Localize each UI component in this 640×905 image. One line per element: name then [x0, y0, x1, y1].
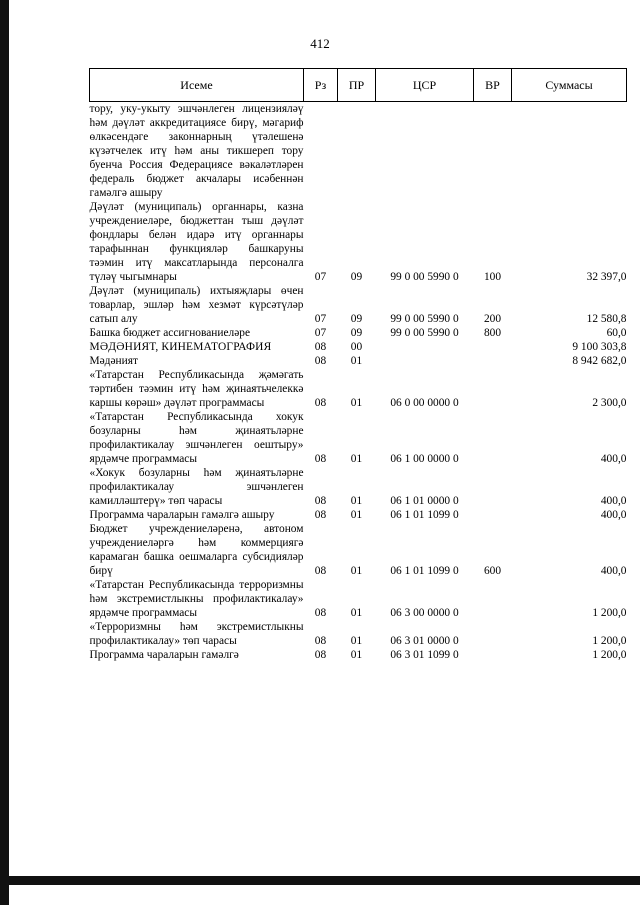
- header-sum: Суммасы: [512, 69, 627, 102]
- cell-name: «Татарстан Республикасында хокук бозуларны һәм җинаятьләрне профилактикалау эшчәнлеген оештыру» ярдәмче программасы: [89, 411, 304, 465]
- cell-vr: [474, 410, 512, 466]
- table-body: [90, 102, 627, 663]
- cell-name: МӘДӘНИЯТ, КИНЕМАТОГРАФИЯ: [89, 341, 272, 353]
- cell-sum: 400,0: [600, 495, 627, 507]
- cell-pr: [338, 102, 376, 201]
- cell-csr: 06 1 01 0000 0: [390, 495, 459, 507]
- cell-sum: 9 100 303,8: [572, 341, 627, 353]
- cell-vr: 600: [483, 565, 502, 577]
- cell-csr: 06 3 01 0000 0: [390, 635, 459, 647]
- cell-sum: 400,0: [600, 453, 627, 465]
- table-row: [90, 368, 627, 410]
- cell-rz: 08: [314, 453, 327, 465]
- cell-csr: 99 0 00 5990 0: [390, 327, 459, 339]
- budget-table: [89, 68, 627, 662]
- cell-csr: 06 1 00 0000 0: [390, 453, 459, 465]
- table-row: [90, 508, 627, 522]
- table-row: [90, 648, 627, 662]
- cell-rz: 07: [314, 327, 327, 339]
- cell-name: Дәүләт (муниципаль) органнары, казна учреждениеләре, бюджеттан тыш дәүләт фондлары белән идарә итү органнары тарафыннан функцияләр башкаруны тәэмин итү максатларында персоналга түләү чыгымнары: [89, 201, 304, 283]
- table-row: [90, 102, 627, 201]
- cell-sum: 2 300,0: [592, 397, 627, 409]
- cell-sum: 1 200,0: [592, 635, 627, 647]
- cell-vr: 200: [483, 313, 502, 325]
- table-row: [90, 340, 627, 354]
- cell-vr: [474, 340, 512, 354]
- cell-name: Программа чараларын гамәлгә: [89, 649, 239, 661]
- cell-sum: [512, 102, 627, 201]
- cell-rz: [304, 102, 338, 201]
- table-row: [90, 410, 627, 466]
- cell-pr: 01: [350, 495, 363, 507]
- table-row: [90, 522, 627, 578]
- cell-name: Башка бюджет ассигнованиеләре: [89, 327, 251, 339]
- table-row: [90, 284, 627, 326]
- cell-csr: 06 3 01 1099 0: [390, 649, 459, 661]
- cell-csr: 06 1 01 1099 0: [390, 565, 459, 577]
- cell-name: Дәүләт (муниципаль) ихтыяҗлары өчен товарлар, эшләр һәм хезмәт күрсәтүләр сатып алу: [89, 285, 304, 325]
- cell-rz: 08: [314, 509, 327, 521]
- cell-vr: [474, 466, 512, 508]
- header-name: Исеме: [90, 69, 304, 102]
- cell-sum: 1 200,0: [592, 607, 627, 619]
- cell-sum: 1 200,0: [592, 649, 627, 661]
- cell-pr: 01: [350, 635, 363, 647]
- cell-csr: [376, 340, 474, 354]
- cell-name: «Терроризмны һәм экстремистлыкны профилактикалау» төп чарасы: [89, 621, 304, 647]
- cell-vr: [474, 102, 512, 201]
- cell-rz: 08: [314, 649, 327, 661]
- header-rz: Рз: [304, 69, 338, 102]
- cell-vr: 800: [483, 327, 502, 339]
- cell-vr: [474, 648, 512, 662]
- cell-sum: 12 580,8: [586, 313, 627, 325]
- cell-sum: 400,0: [600, 565, 627, 577]
- cell-rz: 08: [314, 355, 327, 367]
- cell-pr: 09: [350, 271, 363, 283]
- cell-csr: 06 1 01 1099 0: [390, 509, 459, 521]
- cell-name: Программа чараларын гамәлгә ашыру: [89, 509, 275, 521]
- cell-sum: 400,0: [600, 509, 627, 521]
- cell-name: Мәдәният: [89, 355, 138, 367]
- cell-pr: 01: [350, 649, 363, 661]
- cell-csr: 06 0 00 0000 0: [390, 397, 459, 409]
- table-row: [90, 326, 627, 340]
- cell-pr: 09: [350, 327, 363, 339]
- header-csr: ЦСР: [376, 69, 474, 102]
- cell-vr: [474, 508, 512, 522]
- cell-rz: 08: [314, 495, 327, 507]
- cell-pr: 09: [350, 313, 363, 325]
- cell-name: «Хокук бозуларны һәм җинаятьләрне профилактикалау эшчәнлеген камилләштерү» төп чарасы: [89, 467, 304, 507]
- cell-sum: 8 942 682,0: [572, 355, 627, 367]
- cell-name: «Татарстан Республикасында терроризмны һәм экстремистлыкны профилактикалау» ярдәмче программасы: [89, 579, 304, 619]
- page-number: 412: [310, 36, 330, 51]
- table-row: [90, 578, 627, 620]
- cell-pr: 01: [350, 509, 363, 521]
- cell-vr: [474, 578, 512, 620]
- cell-csr: 06 3 00 0000 0: [390, 607, 459, 619]
- cell-pr: 01: [350, 607, 363, 619]
- cell-name: «Татарстан Республикасында җәмәгать тәртибен тәэмин итү һәм җинаятьчелеккә каршы көрәш» дәүләт программасы: [89, 369, 304, 409]
- cell-vr: [474, 354, 512, 368]
- cell-pr: 01: [350, 453, 363, 465]
- table-row: [90, 466, 627, 508]
- header-vr: ВР: [474, 69, 512, 102]
- cell-pr: 01: [350, 355, 363, 367]
- cell-pr: 00: [350, 341, 363, 353]
- cell-pr: 01: [350, 397, 363, 409]
- cell-rz: 07: [314, 313, 327, 325]
- cell-rz: 08: [314, 565, 327, 577]
- cell-rz: 07: [314, 271, 327, 283]
- cell-csr: 99 0 00 5990 0: [390, 271, 459, 283]
- cell-vr: [474, 620, 512, 648]
- cell-rz: 08: [314, 635, 327, 647]
- cell-name: тору, уку-укыту эшчәнлеген лицензияләү һәм дәүләт аккредитациясе бирү, мәгариф өлкәсендәге законнарның үтәлешенә күзәтчелек итү һәм аны тикшереп тору буенча Россия Федерациясе вәкаләтләрен федераль бюджет акчалары исәбеннән гамәлгә ашыру: [89, 103, 304, 199]
- cell-rz: 08: [314, 607, 327, 619]
- cell-sum: 32 397,0: [586, 271, 627, 283]
- table-row: [90, 620, 627, 648]
- table-header-row: [90, 69, 627, 102]
- table-row: [90, 354, 627, 368]
- table-row: [90, 200, 627, 284]
- scan-edge-bottom: [0, 876, 640, 885]
- scan-edge-left: [0, 0, 9, 905]
- cell-sum: 60,0: [606, 327, 627, 339]
- header-pr: ПР: [338, 69, 376, 102]
- cell-csr: [376, 102, 474, 201]
- cell-csr: [376, 354, 474, 368]
- cell-rz: 08: [314, 341, 327, 353]
- cell-rz: 08: [314, 397, 327, 409]
- cell-vr: [474, 368, 512, 410]
- cell-pr: 01: [350, 565, 363, 577]
- cell-vr: 100: [483, 271, 502, 283]
- cell-csr: 99 0 00 5990 0: [390, 313, 459, 325]
- cell-name: Бюджет учреждениеләренә, автоном учреждениеләргә һәм коммерциягә карамаган башка оешмаларга субсидияләр бирү: [89, 523, 304, 577]
